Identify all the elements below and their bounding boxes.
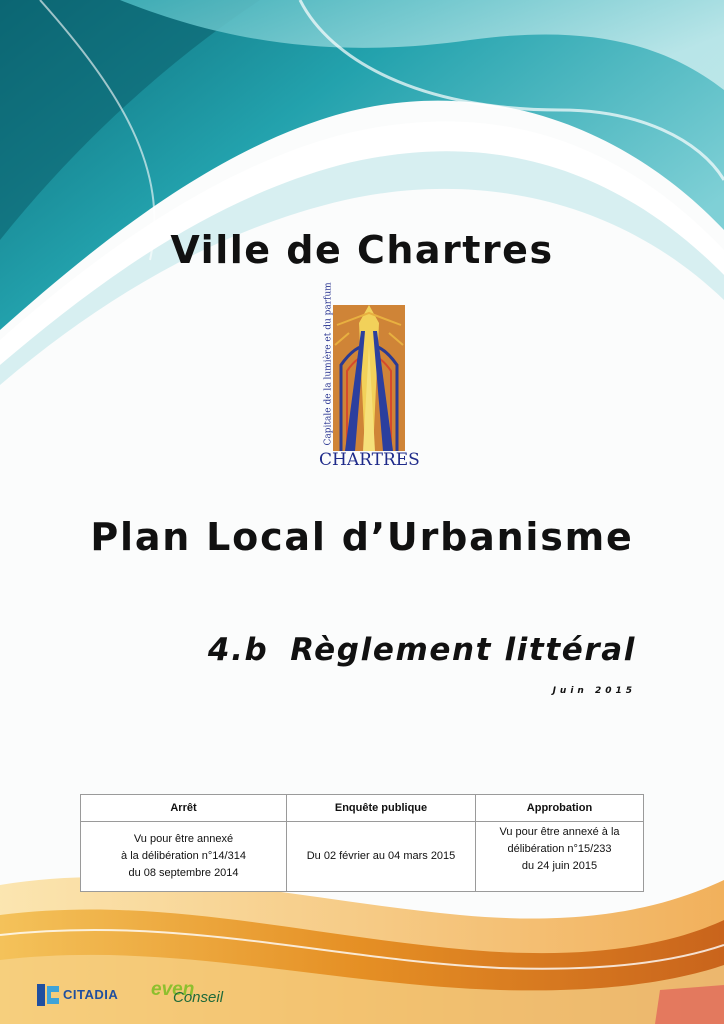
cell-line: à la délibération n°14/314 [121, 850, 246, 862]
cell-line: du 08 septembre 2014 [128, 867, 239, 879]
header-approbation: Approbation [476, 795, 644, 822]
cell-arret [81, 822, 287, 892]
citadia-logo-icon [35, 982, 61, 1008]
procedure-table [80, 794, 644, 892]
even-label: even [151, 979, 195, 1000]
document-date: Juin 2015 [552, 686, 636, 696]
header-enquete-publique: Enquête publique [287, 795, 476, 822]
cell-line: délibération n°15/233 [507, 843, 612, 855]
cell-line: Vu pour être annexé [133, 833, 234, 845]
citadia-label: CITADIA [63, 987, 119, 1002]
plan-title: Plan Local d’Urbanisme [90, 515, 634, 559]
logo-tagline: Capitale de la lumière et du parfum [323, 282, 334, 446]
conseil-label: Conseil [173, 989, 224, 1006]
cell-line: Du 02 février au 04 mars 2015 [306, 850, 456, 862]
cell-line: Vu pour être annexé à la [499, 826, 620, 838]
subtitle-number: 4.b [207, 632, 269, 668]
table-header-row [81, 795, 644, 822]
logo-name: CHARTRES [319, 450, 420, 470]
chartres-logo [319, 282, 420, 475]
subtitle-text: Règlement littéral [290, 632, 636, 668]
table-row [81, 822, 644, 892]
footer-logos [35, 979, 235, 1009]
cell-approbation [476, 822, 644, 892]
header-arret: Arrêt [81, 795, 287, 822]
cell-line: du 24 juin 2015 [521, 860, 598, 872]
cell-enquete-publique [287, 822, 476, 892]
document-subtitle [208, 632, 636, 668]
city-title: Ville de Chartres [170, 228, 554, 272]
